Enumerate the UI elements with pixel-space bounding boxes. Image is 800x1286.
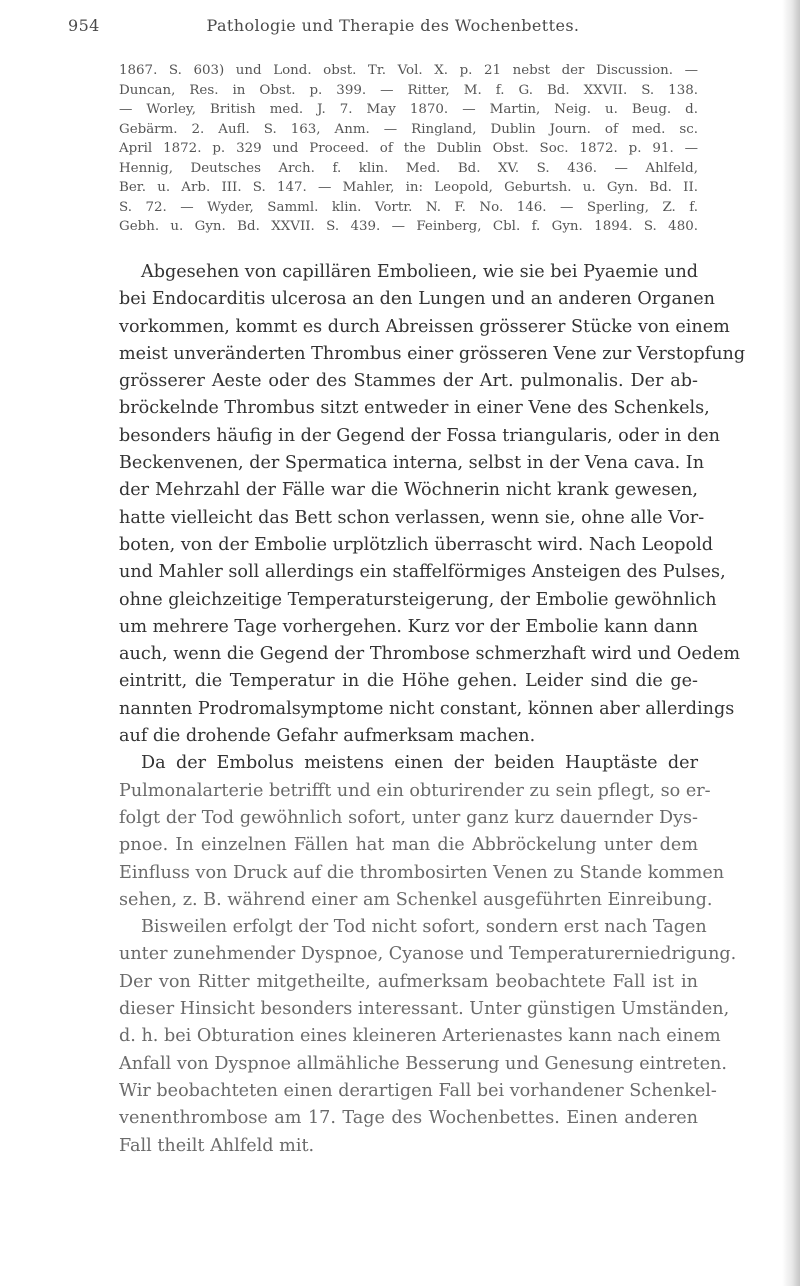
running-title: Pathologie und Therapie des Wochenbettes.: [206, 16, 580, 35]
reference-line: Gebh. u. Gyn. Bd. XXVII. S. 439. — Feinberg, Cbl. f. Gyn. 1894. S. 480.: [119, 219, 698, 234]
reference-line: Hennig, Deutsches Arch. f. klin. Med. Bd. XV. S. 436. — Ahlfeld,: [119, 160, 698, 176]
body-line: meist unveränderten Thrombus einer grösseren Vene zur Verstopfung: [119, 343, 746, 364]
references-block: [119, 61, 698, 237]
body-text: [119, 259, 746, 1160]
body-line: d. h. bei Obturation eines kleineren Arterienastes kann nach einem: [119, 1026, 721, 1047]
body-line: pnoe. In einzelnen Fällen hat man die Abbröckelung unter dem: [119, 835, 698, 856]
reference-line: Duncan, Res. in Obst. p. 399. — Ritter, M. f. G. Bd. XXVII. S. 138.: [119, 82, 698, 98]
body-line: Einfluss von Druck auf die thrombosirten Venen zu Stande kommen: [119, 862, 725, 883]
body-line: ohne gleichzeitige Temperatursteigerung, der Embolie gewöhnlich: [119, 589, 717, 610]
body-line: auch, wenn die Gegend der Thrombose schmerzhaft wird und Oedem: [119, 644, 741, 665]
scan-edge-shadow: [782, 0, 800, 1286]
body-line: unter zunehmender Dyspnoe, Cyanose und Temperaturerniedrigung.: [119, 944, 737, 965]
reference-line: 1867. S. 603) und Lond. obst. Tr. Vol. X. p. 21 nebst der Discussion. —: [119, 63, 698, 78]
body-line: Der von Ritter mitgetheilte, aufmerksam beobachtete Fall ist in: [119, 971, 698, 992]
running-head: [68, 16, 718, 42]
body-line: bei Endocarditis ulcerosa an den Lungen und an anderen Organen: [119, 289, 716, 310]
body-line: besonders häufig in der Gegend der Fossa triangularis, oder in den: [119, 425, 720, 446]
body-line: Abgesehen von capillären Embolieen, wie sie bei Pyaemie und: [141, 262, 699, 282]
body-line: venenthrombose am 17. Tage des Wochenbettes. Einen anderen: [119, 1108, 698, 1129]
body-line: und Mahler soll allerdings ein staffelförmiges Ansteigen des Pulses,: [119, 562, 726, 583]
body-line: Anfall von Dyspnoe allmähliche Besserung und Genesung eintreten.: [119, 1053, 727, 1074]
body-line: um mehrere Tage vorhergehen. Kurz vor der Embolie kann dann: [119, 616, 698, 637]
body-line: vorkommen, kommt es durch Abreissen grösserer Stücke von einem: [119, 316, 730, 337]
reference-line: S. 72. — Wyder, Samml. klin. Vortr. N. F. No. 146. — Sperling, Z. f.: [119, 199, 698, 215]
body-line: grösserer Aeste oder des Stammes der Art. pulmonalis. Der ab-: [119, 371, 698, 392]
page-number: 954: [68, 16, 100, 35]
body-line: auf die drohende Gefahr aufmerksam machen.: [119, 726, 536, 747]
body-line: nannten Prodromalsymptome nicht constant, können aber allerdings: [119, 698, 735, 719]
body-line: sehen, z. B. während einer am Schenkel ausgeführten Einreibung.: [119, 889, 713, 910]
body-line: hatte vielleicht das Bett schon verlassen, wenn sie, ohne alle Vor-: [119, 507, 705, 528]
body-line: dieser Hinsicht besonders interessant. Unter günstigen Umständen,: [119, 999, 730, 1020]
reference-line: April 1872. p. 329 und Proceed. of the Dublin Obst. Soc. 1872. p. 91. —: [119, 141, 698, 156]
body-line: Beckenvenen, der Spermatica interna, selbst in der Vena cava. In: [119, 453, 705, 474]
body-line: boten, von der Embolie urplötzlich überrascht wird. Nach Leopold: [119, 534, 714, 555]
reference-line: Gebärm. 2. Aufl. S. 163, Anm. — Ringland, Dublin Journ. of med. sc.: [119, 121, 698, 137]
body-line: Bisweilen erfolgt der Tod nicht sofort, sondern erst nach Tagen: [141, 917, 707, 938]
body-line: der Mehrzahl der Fälle war die Wöchnerin nicht krank gewesen,: [119, 480, 698, 501]
reference-line: — Worley, British med. J. 7. May 1870. — Martin, Neig. u. Beug. d.: [119, 102, 698, 117]
body-line: bröckelnde Thrombus sitzt entweder in einer Vene des Schenkels,: [119, 398, 710, 419]
body-line: eintritt, die Temperatur in die Höhe gehen. Leider sind die ge-: [119, 671, 698, 692]
body-line: Wir beobachteten einen derartigen Fall bei vorhandener Schenkel-: [119, 1080, 717, 1101]
body-line: Pulmonalarterie betrifft und ein obturirender zu sein pflegt, so er-: [119, 780, 711, 801]
body-line: folgt der Tod gewöhnlich sofort, unter ganz kurz dauernder Dys-: [119, 807, 698, 828]
body-line: Da der Embolus meistens einen der beiden Hauptäste der: [141, 753, 698, 774]
body-line: Fall theilt Ahlfeld mit.: [119, 1135, 315, 1156]
reference-line: Ber. u. Arb. III. S. 147. — Mahler, in: Leopold, Geburtsh. u. Gyn. Bd. II.: [119, 180, 698, 195]
